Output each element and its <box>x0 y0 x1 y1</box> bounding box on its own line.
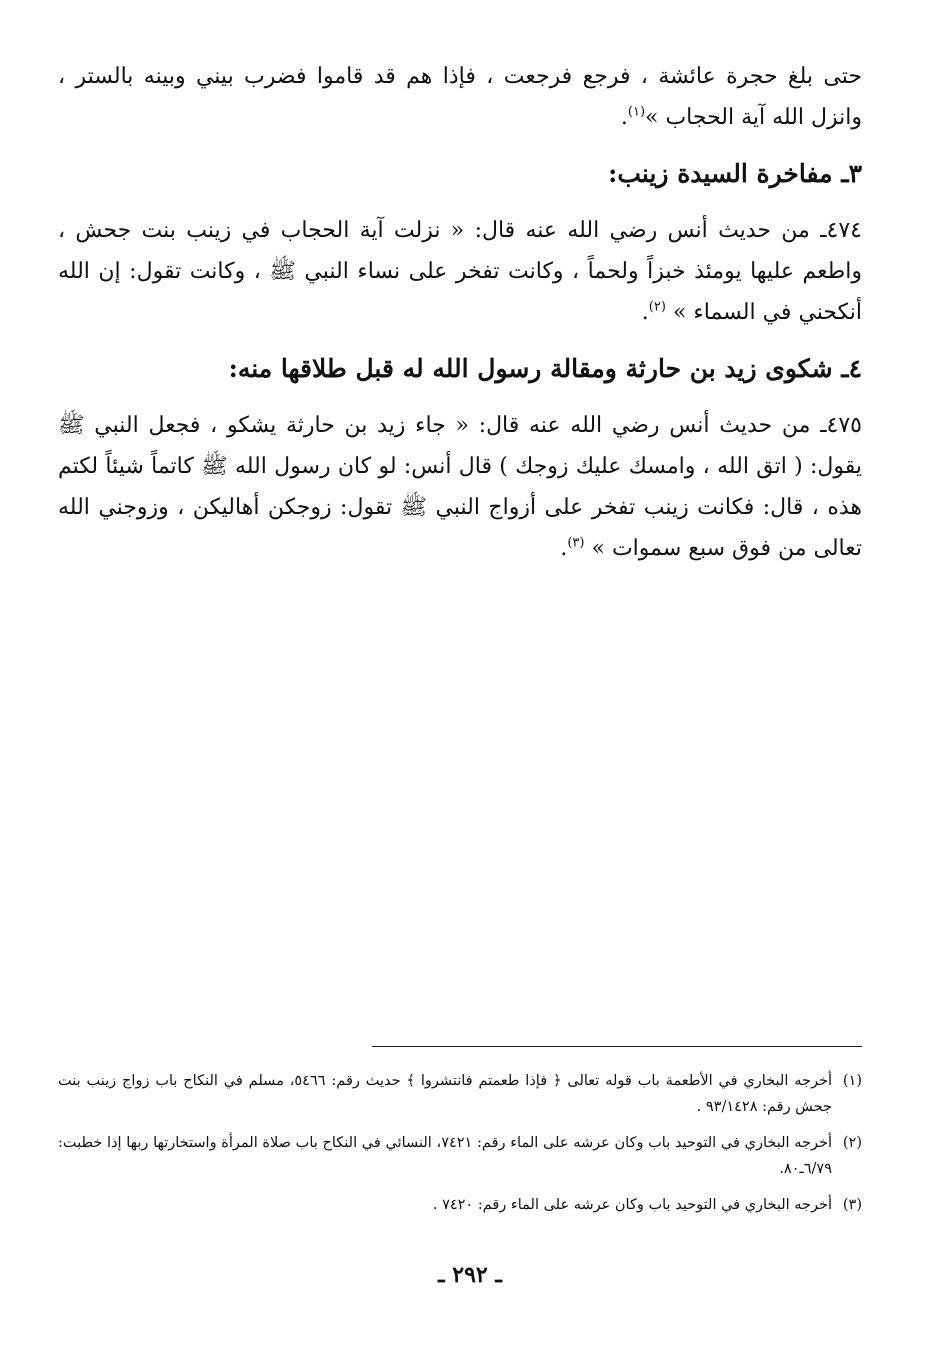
section-heading-3: ٣ـ مفاخرة السيدة زينب: <box>608 159 862 188</box>
footnote-2 <box>58 1130 862 1182</box>
footnote-1 <box>58 1068 862 1120</box>
paragraph-continuation <box>58 56 862 138</box>
hadith-475 <box>58 405 862 569</box>
page-number: ـ ٢٩٢ ـ <box>438 1262 502 1288</box>
page-body <box>58 56 862 583</box>
footnote-number: (١) <box>842 1073 862 1089</box>
footnote-number: (٢) <box>842 1135 862 1151</box>
paragraph-text: ٤٧٥ـ من حديث أنس رضي الله عنه قال: « جاء زيد بن حارثة يشكو ، فجعل النبي ﷺ يقول: ( اتق الله ، وامسك عليك زوجك ) قال أنس: لو كان رسول الله ﷺ كاتماً شيئاً لكتم هذه ، قال: فكانت زينب تفخر على أزواج النبي ﷺ تقول: زوجكن أهاليكن ، وزوجني الله تعالى من فوق سبع سموات » <box>58 413 862 561</box>
footnote-text: أخرجه البخاري في التوحيد باب وكان عرشه على الماء رقم: ٧٤٢٠ . <box>432 1197 832 1213</box>
footnote-text: أخرجه البخاري في الأطعمة باب قوله تعالى ﴿ فإذا طعمتم فانتشروا ﴾ حديث رقم: ٥٤٦٦، مسلم في النكاح باب زواج زينب بنت جحش رقم: ٩٣/١٤٢٨ . <box>58 1073 832 1115</box>
section-heading-4: ٤ـ شكوى زيد بن حارثة ومقالة رسول الله له قبل طلاقها منه: <box>228 354 862 383</box>
paragraph-end: . <box>620 105 628 130</box>
footnote-ref[interactable]: (١) <box>627 104 646 120</box>
footnote-text: أخرجه البخاري في التوحيد باب وكان عرشه على الماء رقم: ٧٤٢١، النسائي في النكاح باب صلاة المرأة واستخارتها ربها إذا خطبت: ٦/٧٩ـ٨٠. <box>58 1135 833 1177</box>
footnotes <box>58 1068 862 1228</box>
footnote-number: (٣) <box>842 1197 862 1213</box>
paragraph-text: حتى بلغ حجرة عائشة ، فرجع فرجعت ، فإذا هم قد قاموا فضرب بيني وبينه بالستر ، وانزل الله آية الحجاب » <box>58 64 862 130</box>
paragraph-end: . <box>641 300 649 325</box>
paragraph-text: ٤٧٤ـ من حديث أنس رضي الله عنه قال: « نزلت آية الحجاب في زينب بنت جحش ، واطعم عليها يومئذ خبزاً ولحماً ، وكانت تفخر على نساء النبي ﷺ ، وكانت تقول: إن الله أنكحني في السماء » <box>58 218 862 325</box>
paragraph-end: . <box>560 536 568 561</box>
footnote-divider <box>372 1046 862 1047</box>
footnote-ref[interactable]: (٢) <box>648 299 666 315</box>
hadith-474 <box>58 210 862 333</box>
footnote-3 <box>58 1192 862 1218</box>
footnote-ref[interactable]: (٣) <box>567 535 585 551</box>
